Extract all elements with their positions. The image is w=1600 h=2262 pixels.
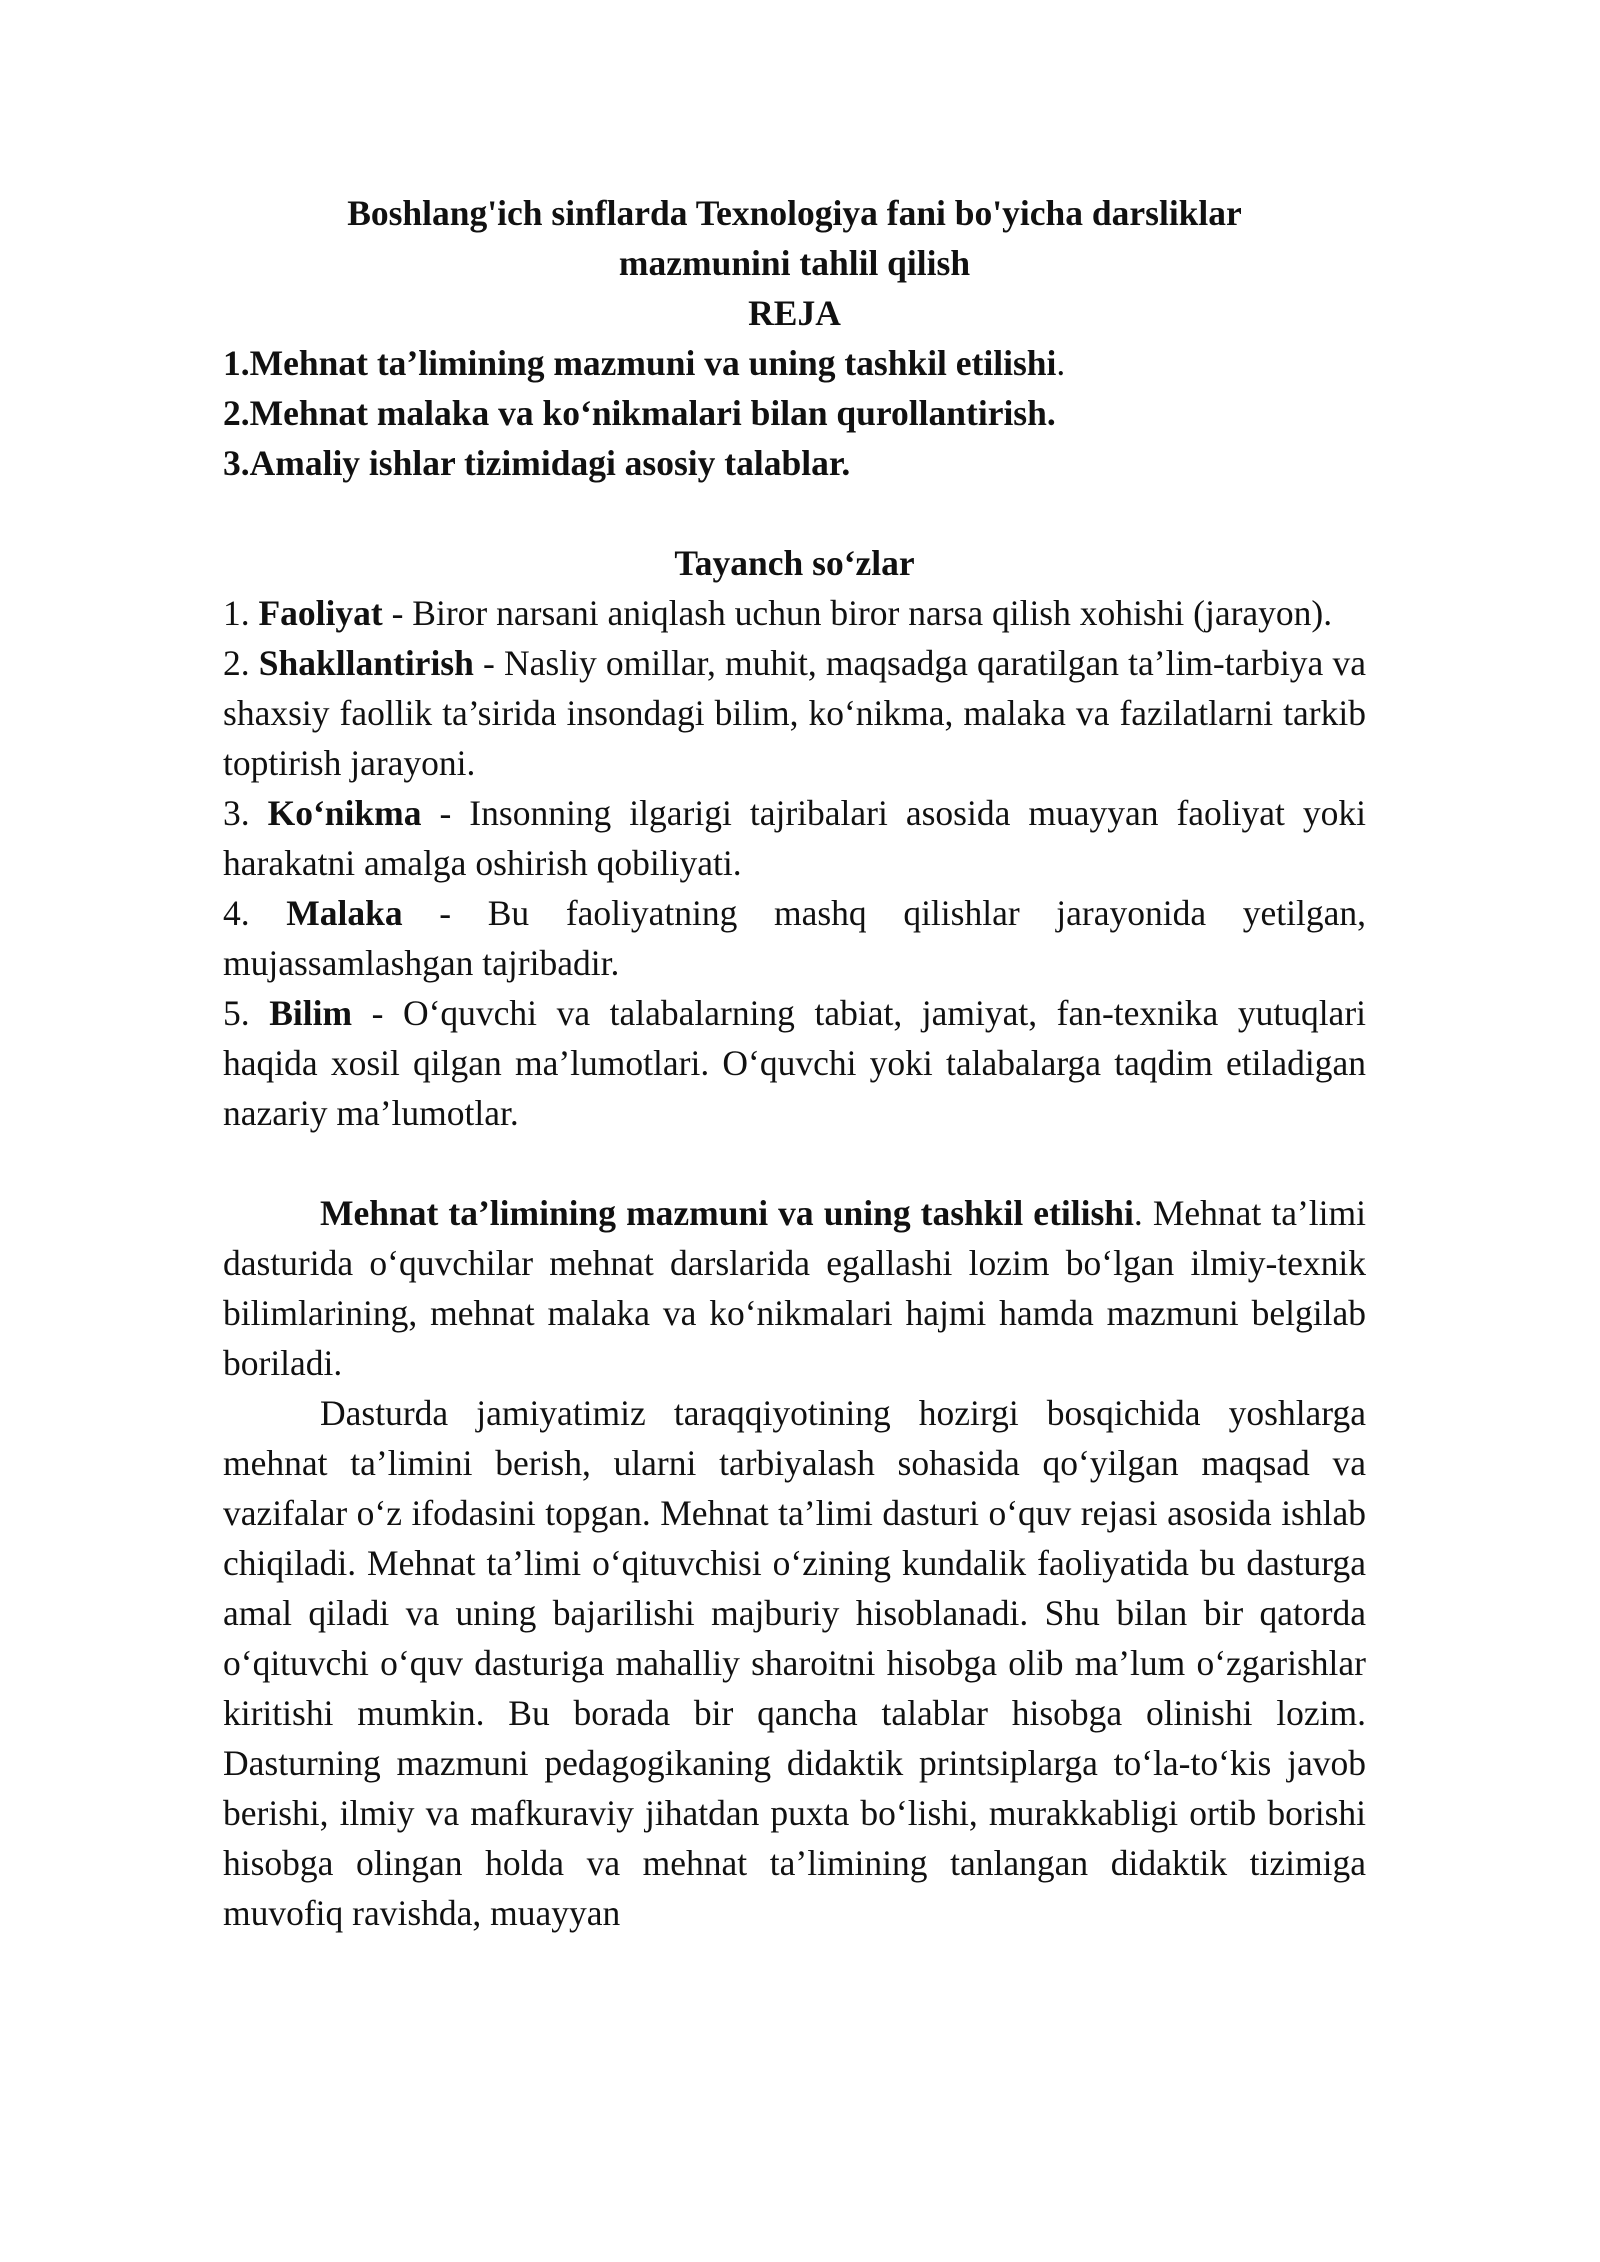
term-number: 1. [223, 593, 250, 633]
term-number: 4. [223, 893, 250, 933]
section-paragraph-2: Dasturda jamiyatimiz taraqqiyotining hozirgi bosqichida yoshlarga mehnat ta’limini berish, ularni tarbiyalash sohasida qo‘yilgan maqsad va vazifalar o‘z ifodasini topgan. Mehnat ta’limi dasturi o‘quv rejasi asosida ishlab chiqiladi. Mehnat ta’limi o‘qituvchisi o‘zining kundalik faoliyatida bu dasturga amal qiladi va uning bajarilishi majburiy hisoblanadi. Shu bilan bir qatorda o‘qituvchi o‘quv dasturiga mahalliy sharoitni hisobga olib ma’lum o‘zgarishlar kiritishi mumkin. Bu borada bir qancha talablar hisobga olinishi lozim. Dasturning mazmuni pedagogikaning didaktik printsiplarga to‘la-to‘kis javob berishi, ilmiy va mafkuraviy jihatdan puxta bo‘lishi, murakkabligi ortib borishi hisobga olingan holda va mehnat ta’limining tanlangan didaktik tizimiga muvofiq ravishda, muayyan [223, 1393, 1366, 1933]
plan-list [223, 338, 1366, 488]
term-name: Faoliyat [258, 593, 383, 633]
plan-heading: REJA [748, 293, 841, 333]
term-number: 3. [223, 793, 250, 833]
term-definition: - Insonning ilgarigi tajribalari asosida muayyan faoliyat yoki harakatni amalga oshirish qobiliyati. [223, 793, 1366, 883]
spacer [223, 1138, 1366, 1188]
term-number: 2. [223, 643, 250, 683]
term-item-1 [223, 588, 1366, 638]
plan-item-text: 3.Amaliy ishlar tizimidagi asosiy talablar. [223, 443, 851, 483]
term-definition: - Nasliy omillar, muhit, maqsadga qaratilgan ta’lim-tarbiya va shaxsiy faollik ta’sirida insondagi bilim, ko‘nikma, malaka va fazilatlarni tarkib toptirish jarayoni. [223, 643, 1366, 783]
term-item-4 [223, 888, 1366, 988]
section-heading: Mehnat ta’limining mazmuni va uning tashkil etilishi [320, 1193, 1134, 1233]
term-item-3 [223, 788, 1366, 888]
term-name: Malaka [286, 893, 403, 933]
plan-item-1 [223, 338, 1366, 388]
paragraph-text: . Mehnat ta’limi dasturida o‘quvchilar mehnat darslarida egallashi lozim bo‘lgan ilmiy-texnik bilimlarining, mehnat malaka va ko‘nikmalari hajmi hamda mazmuni belgilab boriladi. [223, 1193, 1366, 1383]
term-name: Bilim [269, 993, 353, 1033]
term-name: Shakllantirish [258, 643, 474, 683]
term-definition: - Biror narsani aniqlash uchun biror narsa qilish xohishi (jarayon). [382, 593, 1333, 633]
plan-item-2 [223, 388, 1366, 438]
keywords-heading: Tayanch so‘zlar [674, 543, 915, 583]
term-definition: - O‘quvchi va talabalarning tabiat, jamiyat, fan-texnika yutuqlari haqida xosil qilgan ma’lumotlari. O‘quvchi yoki talabalarga taqdim etiladigan nazariy ma’lumotlar. [223, 993, 1367, 1133]
title-line-1: Boshlang'ich sinflarda Texnologiya fani bo'yicha darsliklar [347, 193, 1242, 233]
plan-item-text: 2.Mehnat malaka va ko‘nikmalari bilan qurollantirish. [223, 393, 1056, 433]
spacer [223, 488, 1366, 538]
plan-item-tail: . [1056, 343, 1066, 383]
term-item-2 [223, 638, 1366, 788]
term-item-5 [223, 988, 1366, 1138]
term-number: 5. [223, 993, 250, 1033]
document-page [223, 188, 1366, 1938]
title-line-2: mazmunini tahlil qilish [618, 243, 971, 283]
document-title [223, 188, 1366, 288]
section-paragraph-1 [223, 1188, 1366, 1388]
term-definition: - Bu faoliyatning mashq qilishlar jarayonida yetilgan, mujassamlashgan tajribadir. [223, 893, 1366, 983]
term-name: Ko‘nikma [267, 793, 422, 833]
plan-item-text: 1.Mehnat ta’limining mazmuni va uning tashkil etilishi [223, 343, 1057, 383]
plan-item-3 [223, 438, 1366, 488]
keywords-list [223, 588, 1366, 1138]
